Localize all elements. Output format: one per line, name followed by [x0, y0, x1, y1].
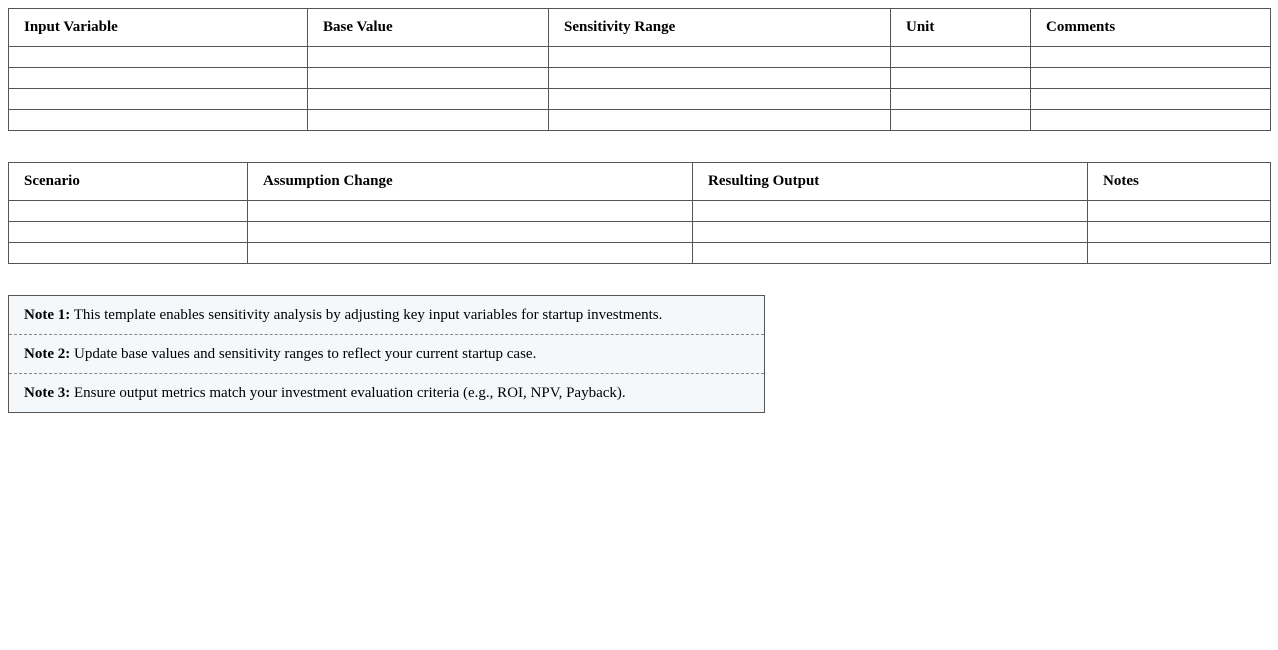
table-cell[interactable]: [891, 47, 1031, 68]
table-cell[interactable]: [549, 68, 891, 89]
table-cell[interactable]: [9, 222, 248, 243]
table-cell[interactable]: [891, 110, 1031, 131]
note-label: Note 2:: [24, 346, 71, 362]
table-cell[interactable]: [9, 89, 308, 110]
table-cell[interactable]: [1088, 201, 1271, 222]
table-row: [9, 222, 1271, 243]
table-row: [9, 89, 1271, 110]
table-cell[interactable]: [308, 110, 549, 131]
table-cell[interactable]: [1031, 89, 1271, 110]
table-cell[interactable]: [693, 243, 1088, 264]
column-header-scenario: Scenario: [9, 163, 248, 201]
column-header-base-value: Base Value: [308, 9, 549, 47]
note-text: Ensure output metrics match your investment evaluation criteria (e.g., ROI, NPV, Payback).: [70, 385, 626, 401]
table-cell[interactable]: [9, 110, 308, 131]
table-cell[interactable]: [248, 243, 693, 264]
table-cell[interactable]: [9, 68, 308, 89]
notes-box: [8, 295, 765, 413]
table-cell[interactable]: [891, 89, 1031, 110]
table-cell[interactable]: [1031, 47, 1271, 68]
note-2: [9, 334, 764, 373]
table-row: [9, 47, 1271, 68]
table-row: [9, 110, 1271, 131]
table-cell[interactable]: [1088, 222, 1271, 243]
table-cell[interactable]: [549, 47, 891, 68]
table-cell[interactable]: [1088, 243, 1271, 264]
table-cell[interactable]: [891, 68, 1031, 89]
table-cell[interactable]: [248, 201, 693, 222]
table-cell[interactable]: [9, 47, 308, 68]
note-text: Update base values and sensitivity ranges to reflect your current startup case.: [70, 346, 537, 362]
column-header-assumption-change: Assumption Change: [248, 163, 693, 201]
table-cell[interactable]: [1031, 110, 1271, 131]
table-cell[interactable]: [308, 47, 549, 68]
table-header-row: [9, 163, 1271, 201]
table-cell[interactable]: [549, 110, 891, 131]
table-cell[interactable]: [1031, 68, 1271, 89]
table-cell[interactable]: [549, 89, 891, 110]
table-header-row: [9, 9, 1271, 47]
column-header-sensitivity-range: Sensitivity Range: [549, 9, 891, 47]
table-cell[interactable]: [693, 201, 1088, 222]
table-cell[interactable]: [9, 243, 248, 264]
table-row: [9, 201, 1271, 222]
table-cell[interactable]: [308, 89, 549, 110]
scenarios-table: [8, 162, 1271, 264]
table-row: [9, 68, 1271, 89]
table-cell[interactable]: [308, 68, 549, 89]
note-label: Note 3:: [24, 385, 71, 401]
note-1: [9, 296, 764, 334]
table-row: [9, 243, 1271, 264]
note-3: [9, 373, 764, 412]
column-header-resulting-output: Resulting Output: [693, 163, 1088, 201]
column-header-notes: Notes: [1088, 163, 1271, 201]
table-cell[interactable]: [9, 201, 248, 222]
input-variables-table: [8, 8, 1271, 131]
column-header-unit: Unit: [891, 9, 1031, 47]
note-label: Note 1:: [24, 307, 71, 323]
column-header-input-variable: Input Variable: [9, 9, 308, 47]
column-header-comments: Comments: [1031, 9, 1271, 47]
table-cell[interactable]: [248, 222, 693, 243]
note-text: This template enables sensitivity analysis by adjusting key input variables for startup investments.: [70, 307, 663, 323]
table-cell[interactable]: [693, 222, 1088, 243]
